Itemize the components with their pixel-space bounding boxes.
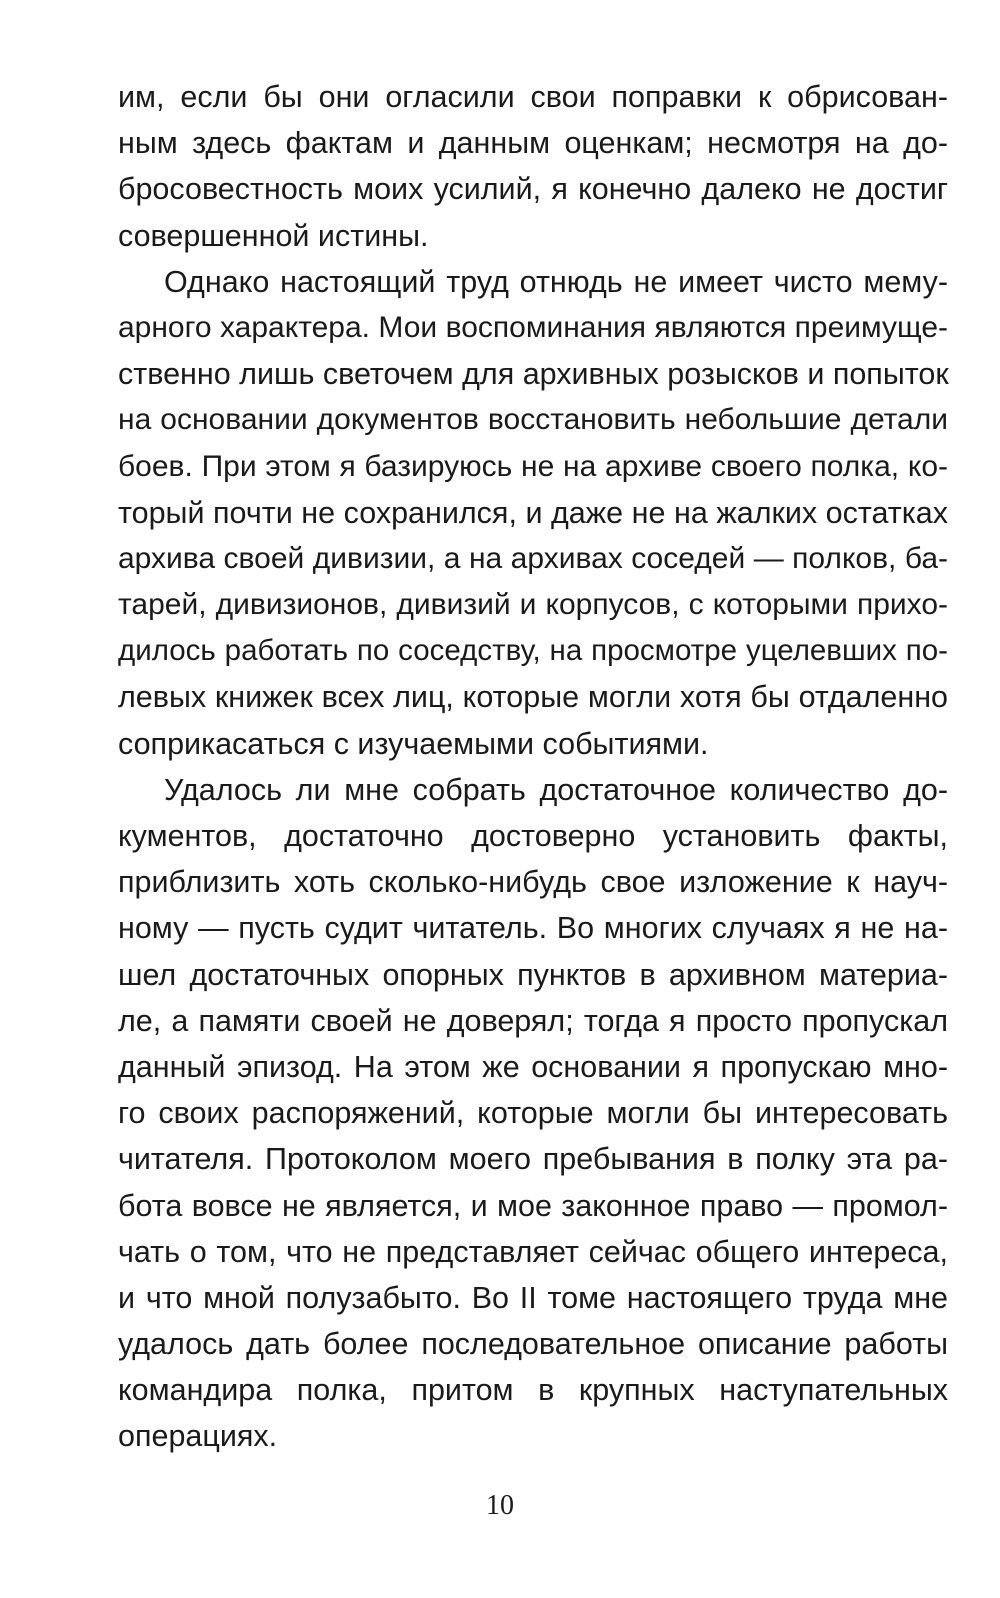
page-number: 10 xyxy=(486,1490,514,1521)
text-line: совершенной истины. xyxy=(118,218,429,253)
text-line: левых книжек всех лиц, которые могли хотя бы отдаленно xyxy=(118,680,948,715)
text-line: на основании документов восстановить небольшие детали xyxy=(118,403,948,437)
text-line: торый почти не сохранился, и даже не на жалких остатках xyxy=(118,495,948,530)
body-text xyxy=(118,74,948,1460)
text-line: архива своей дивизии, а на архивах соседей — полков, ба- xyxy=(118,541,948,575)
text-line: им, если бы они огласили свои поправки к обрисован- xyxy=(118,80,948,114)
text-line: Однако настоящий труд отнюдь не имеет чисто мему- xyxy=(164,264,948,299)
text-line: дилось работать по соседству, на просмотре уцелевших по- xyxy=(118,634,948,668)
text-line: тарей, дивизионов, дивизий и корпусов, с которыми прихо- xyxy=(118,588,948,622)
text-line: командира полка, притом в крупных наступательных xyxy=(118,1373,948,1408)
text-line: боев. При этом я базируюсь не на архиве своего полка, ко- xyxy=(118,449,948,483)
text-line: ственно лишь светочем для архивных розысков и попыток xyxy=(118,357,949,392)
text-line: ному — пусть судит читатель. Во многих случаях я не на- xyxy=(118,911,948,946)
text-line: и что мной полузабыто. Во II томе настоящего труда мне xyxy=(118,1280,948,1315)
text-line: ным здесь фактам и данным оценкам; несмотря на до- xyxy=(118,126,948,161)
text-line: кументов, достаточно достоверно установить факты, xyxy=(118,819,948,853)
text-line: данный эпизод. На этом же основании я пропускаю мно- xyxy=(118,1049,948,1084)
text-line: бросовестность моих усилий, я конечно далеко не достиг xyxy=(118,172,948,207)
paragraph-1 xyxy=(118,74,948,259)
paragraph-3 xyxy=(118,767,948,1460)
text-line: операциях. xyxy=(118,1419,278,1454)
text-line: шел достаточных опорных пунктов в архивном материа- xyxy=(118,957,948,992)
text-line: го своих распоряжений, которые могли бы интересовать xyxy=(118,1096,948,1131)
paragraph-2 xyxy=(118,259,948,767)
text-line: удалось дать более последовательное описание работы xyxy=(118,1327,948,1362)
text-line: чать о том, что не представляет сейчас общего интереса, xyxy=(118,1234,948,1269)
text-line: ле, а памяти своей не доверял; тогда я просто пропускал xyxy=(118,1003,948,1038)
text-line: бота вовсе не является, и мое законное право — промол- xyxy=(118,1188,948,1223)
text-line: Удалось ли мне собрать достаточное количество до- xyxy=(164,772,948,807)
text-line: арного характера. Мои воспоминания являются преимуще- xyxy=(118,310,948,344)
text-line: соприкасаться с изучаемыми событиями. xyxy=(118,726,709,761)
text-line: читателя. Протоколом моего пребывания в полку эта ра- xyxy=(118,1142,948,1177)
text-line: приблизить хоть сколько-нибудь свое изложение к науч- xyxy=(118,865,948,900)
